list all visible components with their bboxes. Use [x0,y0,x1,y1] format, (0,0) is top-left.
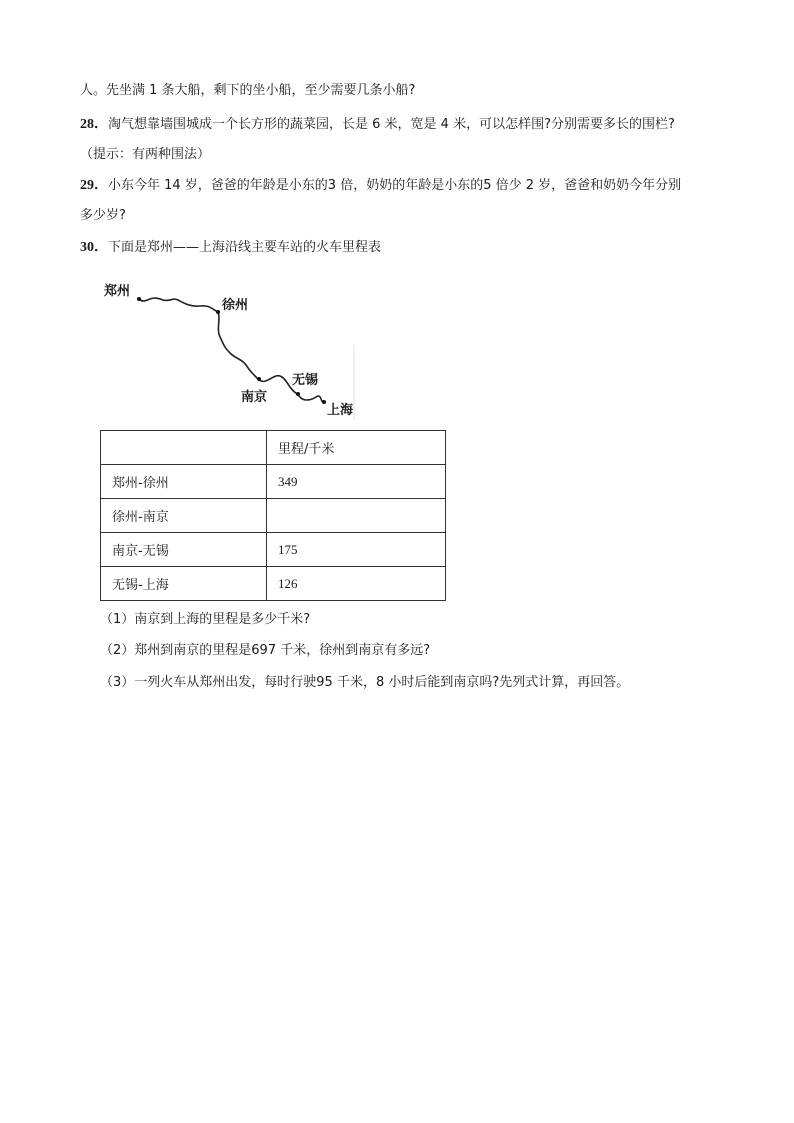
zhengzhou-dot [137,297,141,301]
shanghai-dot [322,400,326,404]
table-row [101,567,446,601]
table-cell-distance: 126 [267,567,446,601]
table-row [101,533,446,567]
table-cell-segment: 郑州-徐州 [101,465,267,499]
q29-line [80,177,681,195]
q28-number: 28． [80,117,108,132]
table-header-cell-distance: 里程/千米 [267,431,446,465]
q30-sub3: （3）一列火车从郑州出发，每时行驶95 千米，8 小时后能到南京吗?先列式计算，再回答。 [100,675,630,690]
q29-text2: 多少岁? [80,208,126,223]
q29-number: 29． [80,178,108,193]
nanjing-dot [257,377,261,381]
table-header-cell-empty [101,431,267,465]
map-label-xuzhou: 徐州 [222,298,249,313]
q29-line2 [80,207,126,225]
map-label-nanjing: 南京 [241,390,268,405]
q27-tail-line [80,82,415,100]
table-cell-distance: 175 [267,533,446,567]
table-cell-segment: 徐州-南京 [101,499,267,533]
mileage-table [100,430,446,601]
table-row [101,465,446,499]
table-cell-segment: 南京-无锡 [101,533,267,567]
map-label-shanghai: 上海 [327,403,354,418]
q28-hint: （提示：有两种围法） [80,147,211,162]
q29-text: 小东今年 14 岁，爸爸的年龄是小东的3 倍，奶奶的年龄是小东的5 倍少 2 岁，爸爸和奶奶今年分别 [108,178,682,193]
map-label-zhengzhou: 郑州 [104,284,131,299]
xuzhou-dot [216,310,220,314]
railway-map [100,275,370,425]
q28-line [80,116,675,134]
table-cell-segment: 无锡-上海 [101,567,267,601]
q28-text: 淘气想靠墙围城成一个长方形的蔬菜园，长是 6 米，宽是 4 米，可以怎样围?分别需要多长的围栏? [108,117,675,132]
q30-sub2: （2）郑州到南京的里程是697 千米，徐州到南京有多远? [100,643,431,658]
table-row [101,499,446,533]
q28-hint-line [80,146,210,164]
table-header-row [101,431,446,465]
q30-number: 30． [80,240,108,255]
q30-line [80,239,381,257]
q30-text: 下面是郑州——上海沿线主要车站的火车里程表 [108,240,382,255]
q30-sub1: （1）南京到上海的里程是多少千米? [100,612,311,627]
q27-tail-text: 人。先坐满 1 条大船，剩下的坐小船，至少需要几条小船? [80,83,416,98]
table-cell-distance [267,499,446,533]
wuxi-dot [296,392,300,396]
map-label-wuxi: 无锡 [292,373,319,388]
table-cell-distance: 349 [267,465,446,499]
